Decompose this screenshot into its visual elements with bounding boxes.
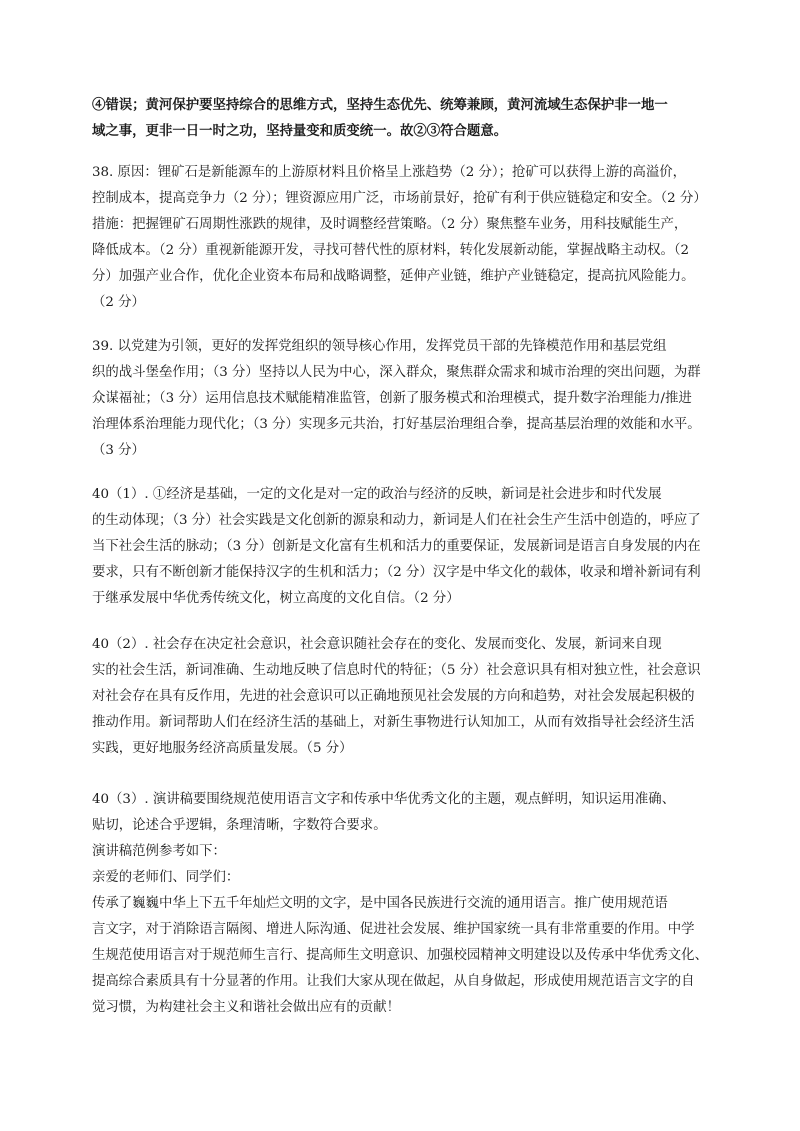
answer-39: 39. 以党建为引领，更好的发挥党组织的领导核心作用，发挥党员干部的先锋模范作用和基层党组 织的战斗堡垒作用；（3 分）坚持以人民为中心，深入群众，聚焦群众需求和城市治理的突出问题，为群 众谋福祉；（3 分）运用信息技术赋能精准监管，创新了服务模式和治理模式，提升数字治理能力/推进 治理体系治理能力现代化；（3 分）实现多元共治，打好基层治理组合拳，提高基层治理的效能和水平。 （3 分） xyxy=(92,339,701,458)
answer-40-1: 40（1）. ①经济是基础，一定的文化是对一定的政治与经济的反映，新词是社会进步和时代发展 的生动体现；（3 分）社会实践是文化创新的源泉和动力，新词是人们在社会生产生活中创造的，呼应了 当下社会生活的脉动；（3 分）创新是文化富有生机和活力的重要保证，发展新词是语言自身发展的内在 要求，只有不断创新才能保持汉字的生机和活力；（2 分）汉字是中华文化的载体，收录和增补新词有利 于继承发展中华优秀传统文化，树立高度的文化自信。（2 分） xyxy=(92,487,701,606)
answer-38: 38. 原因：锂矿石是新能源车的上游原材料且价格呈上涨趋势（2 分）；抢矿可以获得上游的高溢价， 控制成本，提高竞争力（2 分）；锂资源应用广泛，市场前景好，抢矿有利于供应链稳定和安全。（2 分） 措施：把握锂矿石周期性涨跌的规律，及时调整经营策略。（2 分）聚焦整车业务，用科技赋能生产， 降低成本。（2 分）重视新能源开发，寻找可替代性的原材料，转化发展新动能，掌握战略主动权。（2 分）加强产业合作，优化企业资本布局和战略调整，延伸产业链，维护产业链稳定，提高抗风险能力。 （2 分） xyxy=(92,165,707,310)
answer-37-item4: ④错误；黄河保护要坚持综合的思维方式，坚持生态优先、统筹兼顾，黄河流域生态保护非一地一 域之事，更非一日一时之功，坚持量变和质变统一。故②③符合题意。 xyxy=(92,97,668,139)
answer-40-2: 40（2）. 社会存在决定社会意识，社会意识随社会存在的变化、发展而变化、发展，新词来自现 实的社会生活，新词准确、生动地反映了信息时代的特征；（5 分）社会意识具有相对独立性，社会意识 对社会存在具有反作用，先进的社会意识可以正确地预见社会发展的方向和趋势，对社会发展起积极的 推动作用。新词帮助人们在经济生活的基础上，对新生事物进行认知加工，从而有效指导社会经济生活 实践，更好地服务经济高质量发展。（5 分） xyxy=(92,637,701,756)
answer-40-3: 40（3）. 演讲稿要围绕规范使用语言文字和传承中华优秀文化的主题，观点鲜明，知识运用准确、 贴切，论述合乎逻辑，条理清晰，字数符合要求。 演讲稿范例参考如下： 亲爱的老师们、同学们： 传承了巍巍中华上下五千年灿烂文明的文字，是中国各民族进行交流的通用语言。推广使用规范语 言文字，对于消除语言隔阂、增进人际沟通、促进社会发展、维护国家统一具有非常重要的作用。中学 生规范使用语言对于规范师生言行、提高师生文明意识、加强校园精神文明建设以及传承中华优秀文化、 提高综合素质具有十分显著的作用。让我们大家从现在做起，从自身做起，形成使用规范语言文字的自 觉习惯，为构建社会主义和谐社会做出应有的贡献！ xyxy=(92,792,708,1015)
